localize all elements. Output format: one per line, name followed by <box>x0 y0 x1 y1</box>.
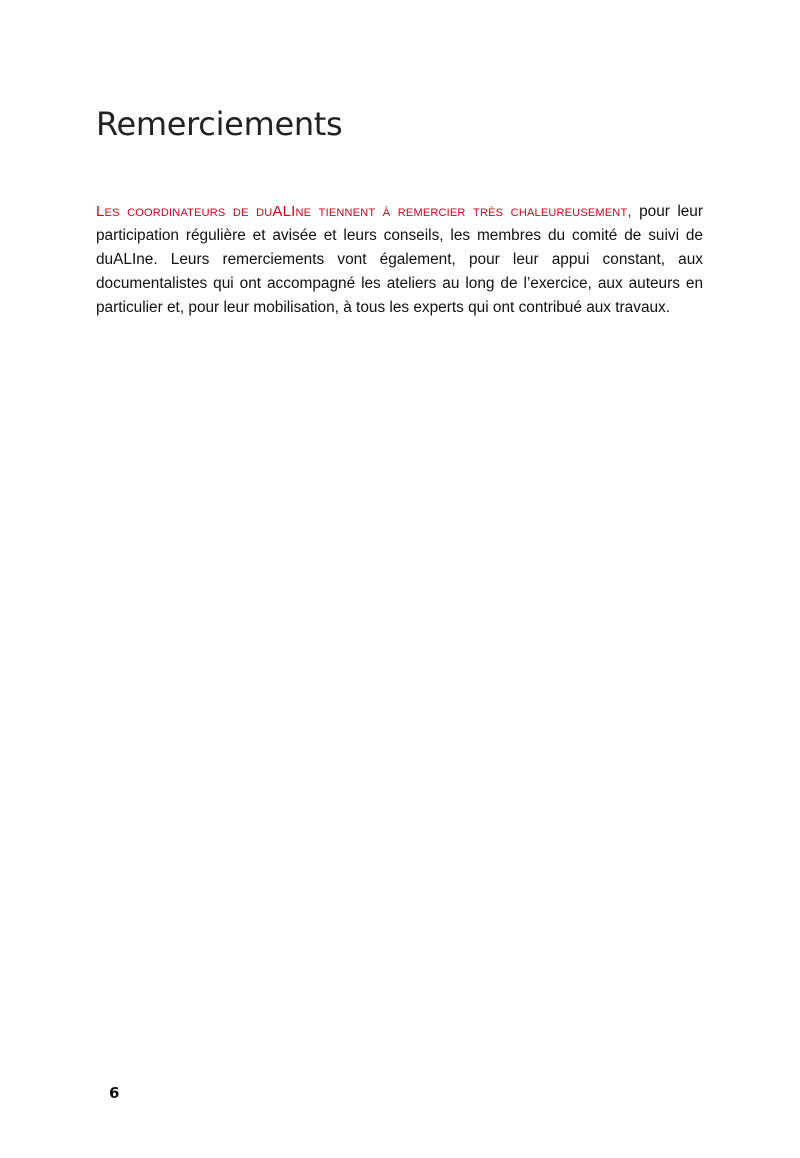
page-title: Remerciements <box>96 105 343 143</box>
page-number: 6 <box>109 1084 120 1102</box>
acknowledgements-lead: Les coordinateurs de duALIne tiennent à remercier très chaleureusement, <box>96 203 632 220</box>
acknowledgements-text: pour leur participation régulière et avisée et leurs conseils, les membres du comité de suivi de duALIne. Leurs remerciements vont également, pour leur appui constant, aux documentalistes qui ont accompagné les ateliers au long de l’exercice, aux auteurs en particulier et, pour leur mobilisation, à tous les experts qui ont contribué aux travaux. <box>96 203 703 316</box>
acknowledgements-paragraph <box>96 200 703 320</box>
